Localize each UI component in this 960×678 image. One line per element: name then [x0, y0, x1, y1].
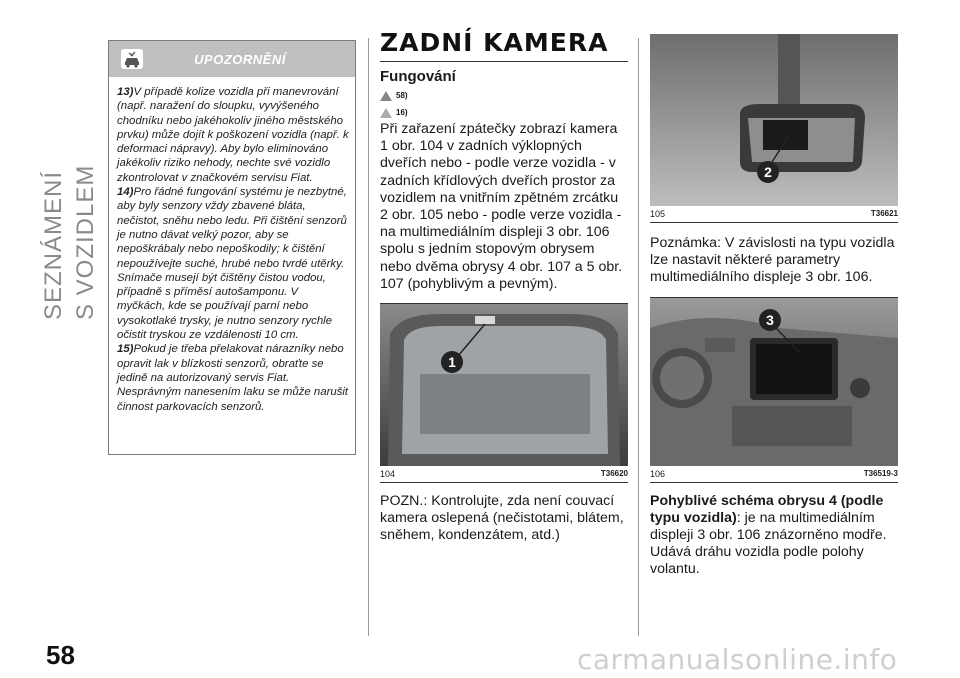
watermark: carmanualsonline.info	[577, 643, 898, 676]
warning-body	[109, 77, 355, 414]
figure-code: T36620	[600, 469, 628, 479]
warning-item	[117, 85, 349, 185]
figure-callout-1: 1	[448, 354, 456, 371]
figure-callout-3: 3	[766, 311, 774, 328]
section-title: ZADNÍ KAMERA	[380, 28, 628, 62]
figure-number: 106	[650, 468, 666, 479]
warning-item-number: 14)	[117, 186, 134, 199]
figure-105	[650, 34, 898, 223]
warning-box	[108, 40, 356, 455]
reference-number: 58)	[396, 91, 408, 100]
figure-code: T36519-3	[863, 468, 898, 478]
chapter-title-line-2: S VOZIDLEM	[72, 164, 99, 320]
warning-title: UPOZORNĚNÍ	[194, 52, 286, 67]
column-divider-2	[638, 38, 639, 636]
figure-caption	[650, 206, 898, 223]
warning-item-number: 13)	[117, 86, 134, 98]
warning-header	[109, 41, 355, 77]
figure-code: T36621	[870, 209, 898, 218]
info-triangle-icon	[380, 108, 392, 118]
rear-door-camera-image	[380, 304, 628, 466]
warning-item-text: Pro řádné fungování systému je nezbytné, aby byly senzory vždy zbavené bláta, nečistot, sněhu nebo ledu. Při čištění senzorů je nutno dávat velký pozor, aby se nepoškrábaly nebo nepoškodily; k čištění nepoužívejte suché, hrubé nebo tvrdé utěrky. Snímače musejí být čištěny čistou vodou, případně s příměsí autošamponu. V myčkách, kde se používají parní nebo vysokotlaké trysky, je nutno senzory rychle očistit tryskou ze vzdálenosti 10 cm.	[117, 186, 347, 342]
figure-number: 105	[650, 209, 666, 219]
column-divider-1	[368, 38, 369, 636]
figure-106	[650, 297, 898, 483]
term-paragraph	[650, 493, 898, 579]
reference-number: 16)	[396, 108, 408, 117]
figure-callout-2: 2	[764, 164, 772, 180]
paragraph-2: POZN.: Kontrolujte, zda není couvací kamera oslepená (nečistotami, blátem, sněhem, kondenzátem, atd.)	[380, 493, 624, 544]
subheading: Fungování	[380, 68, 456, 85]
figure-104	[380, 303, 628, 483]
paragraph-1: Při zařazení zpátečky zobrazí kamera 1 obr. 104 v zadních výklopných dveřích nebo - podle verze vozidla - v zadních křídlových dveřích prostor za vozidlem na vnitřním zpětném zrcátku 2 obr. 105 nebo - podle verze vozidla - na multimediálním displeji 3 obr. 106 spolu s jedním stopovým obrysem nebo dvěma obrysy 4 obr. 107 a 5 obr. 107 (pohyblivým a pevným).	[380, 121, 623, 292]
right-column	[650, 34, 898, 579]
reference-marker	[380, 87, 628, 104]
warning-item	[117, 342, 349, 413]
figure-caption	[380, 466, 628, 483]
warning-item-number: 15)	[117, 343, 134, 356]
term-text: : je na multimediálním displeji 3 obr. 106 znázorněno modře. Udává dráhu vozidla podle polohy volantu.	[650, 509, 887, 578]
warning-triangle-icon	[380, 91, 392, 101]
note-paragraph: Poznámka: V závislosti na typu vozidla lze nastavit některé parametry multimediálního displeje 3 obr. 106.	[650, 235, 895, 286]
reference-marker	[380, 104, 628, 121]
page-number: 58	[46, 640, 75, 670]
multimedia-display-image	[650, 298, 898, 466]
term-label: Pohyblivé schéma obrysu 4 (podle typu vozidla)	[650, 492, 884, 526]
figure-number: 104	[380, 469, 396, 480]
warning-item	[117, 185, 349, 342]
figure-caption	[650, 466, 898, 483]
warning-item-text: V případě kolize vozidla při manevrování (např. naražení do sloupku, vyvýšeného chodníku nebo jakéhokoliv jiného městského prvku) může dojít k poškození vozidla (např. k deformaci nápravy). Aby bylo eliminováno jakékoliv riziko nehody, nechte své vozidlo zkontrolovat v značkovém servisu Fiat.	[117, 86, 349, 184]
warning-item-text: Pokud je třeba přelakovat nárazníky nebo opravit lak v blízkosti senzorů, obraťte se jedině na autorizovaný servis Fiat. Nesprávným nanesením laku se může narušit činnost parkovacích senzorů.	[117, 343, 349, 413]
rear-view-mirror-image	[650, 34, 898, 206]
middle-column	[380, 28, 628, 545]
chapter-title-line-1: SEZNÁMENÍ	[40, 170, 67, 320]
